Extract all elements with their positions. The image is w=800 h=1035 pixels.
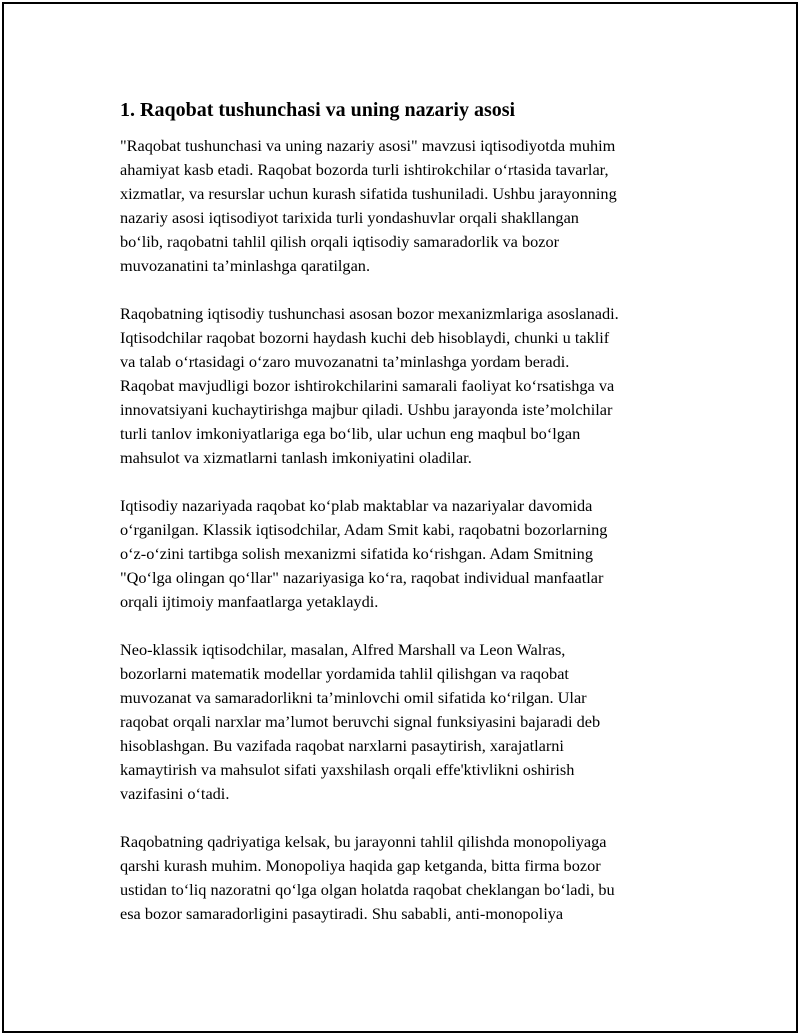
paragraph-line: ustidan to‘liq nazoratni qo‘lga olgan holatda raqobat cheklangan bo‘ladi, bu [120, 880, 615, 899]
paragraph-5 [120, 830, 710, 926]
document-body [120, 96, 710, 950]
paragraph-line: Neo-klassik iqtisodchilar, masalan, Alfred Marshall va Leon Walras, [120, 640, 566, 659]
page-frame [2, 2, 798, 1033]
paragraph-line: turli tanlov imkoniyatlariga ega bo‘lib, ular uchun eng maqbul bo‘lgan [120, 424, 581, 443]
paragraph-4 [120, 638, 710, 806]
paragraph-line: hisoblashgan. Bu vazifada raqobat narxlarni pasaytirish, xarajatlarni [120, 736, 564, 755]
section-heading: 1. Raqobat tushunchasi va uning nazariy asosi [120, 99, 516, 121]
paragraph-line: nazariy asosi iqtisodiyot tarixida turli yondashuvlar orqali shakllangan [120, 208, 579, 227]
paragraph-line: "Raqobat tushunchasi va uning nazariy asosi" mavzusi iqtisodiyotda muhim [120, 136, 616, 155]
paragraph-line: orqali ijtimoiy manfaatlarga yetaklaydi. [120, 592, 379, 611]
paragraph-line: bo‘lib, raqobatni tahlil qilish orqali iqtisodiy samaradorlik va bozor [120, 232, 560, 251]
paragraph-line: xizmatlar, va resurslar uchun kurash sifatida tushuniladi. Ushbu jarayonning [120, 184, 617, 203]
paragraph-line: ahamiyat kasb etadi. Raqobat bozorda turli ishtirokchilar o‘rtasida tavarlar, [120, 160, 609, 179]
paragraph-line: Raqobatning iqtisodiy tushunchasi asosan bozor mexanizmlariga asoslanadi. [120, 304, 619, 323]
paragraph-line: mahsulot va xizmatlarni tanlash imkoniyatini oladilar. [120, 448, 472, 467]
paragraph-line: va talab o‘rtasidagi o‘zaro muvozanatni ta’minlashga yordam beradi. [120, 352, 570, 371]
paragraph-line: Raqobatning qadriyatiga kelsak, bu jarayonni tahlil qilishda monopoliyaga [120, 832, 607, 851]
paragraph-line: kamaytirish va mahsulot sifati yaxshilash orqali effe'ktivlikni oshirish [120, 760, 575, 779]
paragraph-line: innovatsiyani kuchaytirishga majbur qiladi. Ushbu jarayonda iste’molchilar [120, 400, 613, 419]
paragraph-line: o‘rganilgan. Klassik iqtisodchilar, Adam Smit kabi, raqobatni bozorlarning [120, 520, 608, 539]
paragraph-line: esa bozor samaradorligini pasaytiradi. Shu sababli, anti-monopoliya [120, 904, 564, 923]
paragraph-line: muvozanat va samaradorlikni ta’minlovchi omil sifatida ko‘rilgan. Ular [120, 688, 587, 707]
paragraph-1 [120, 134, 710, 278]
paragraph-3 [120, 494, 710, 614]
paragraph-line: Iqtisodiy nazariyada raqobat ko‘plab maktablar va nazariyalar davomida [120, 496, 593, 515]
paragraph-2 [120, 302, 710, 470]
paragraph-line: Raqobat mavjudligi bozor ishtirokchilarini samarali faoliyat ko‘rsatishga va [120, 376, 615, 395]
paragraph-line: Iqtisodchilar raqobat bozorni haydash kuchi deb hisoblaydi, chunki u taklif [120, 328, 610, 347]
paragraph-line: vazifasini o‘tadi. [120, 784, 230, 803]
paragraph-line: o‘z-o‘zini tartibga solish mexanizmi sifatida ko‘rishgan. Adam Smitning [120, 544, 593, 563]
paragraph-line: "Qo‘lga olingan qo‘llar" nazariyasiga ko‘ra, raqobat individual manfaatlar [120, 568, 604, 587]
paragraph-line: raqobat orqali narxlar ma’lumot beruvchi signal funksiyasini bajaradi deb [120, 712, 601, 731]
paragraph-line: bozorlarni matematik modellar yordamida tahlil qilishgan va raqobat [120, 664, 569, 683]
paragraph-line: qarshi kurash muhim. Monopoliya haqida gap ketganda, bitta firma bozor [120, 856, 601, 875]
paragraph-line: muvozanatini ta’minlashga qaratilgan. [120, 256, 371, 275]
